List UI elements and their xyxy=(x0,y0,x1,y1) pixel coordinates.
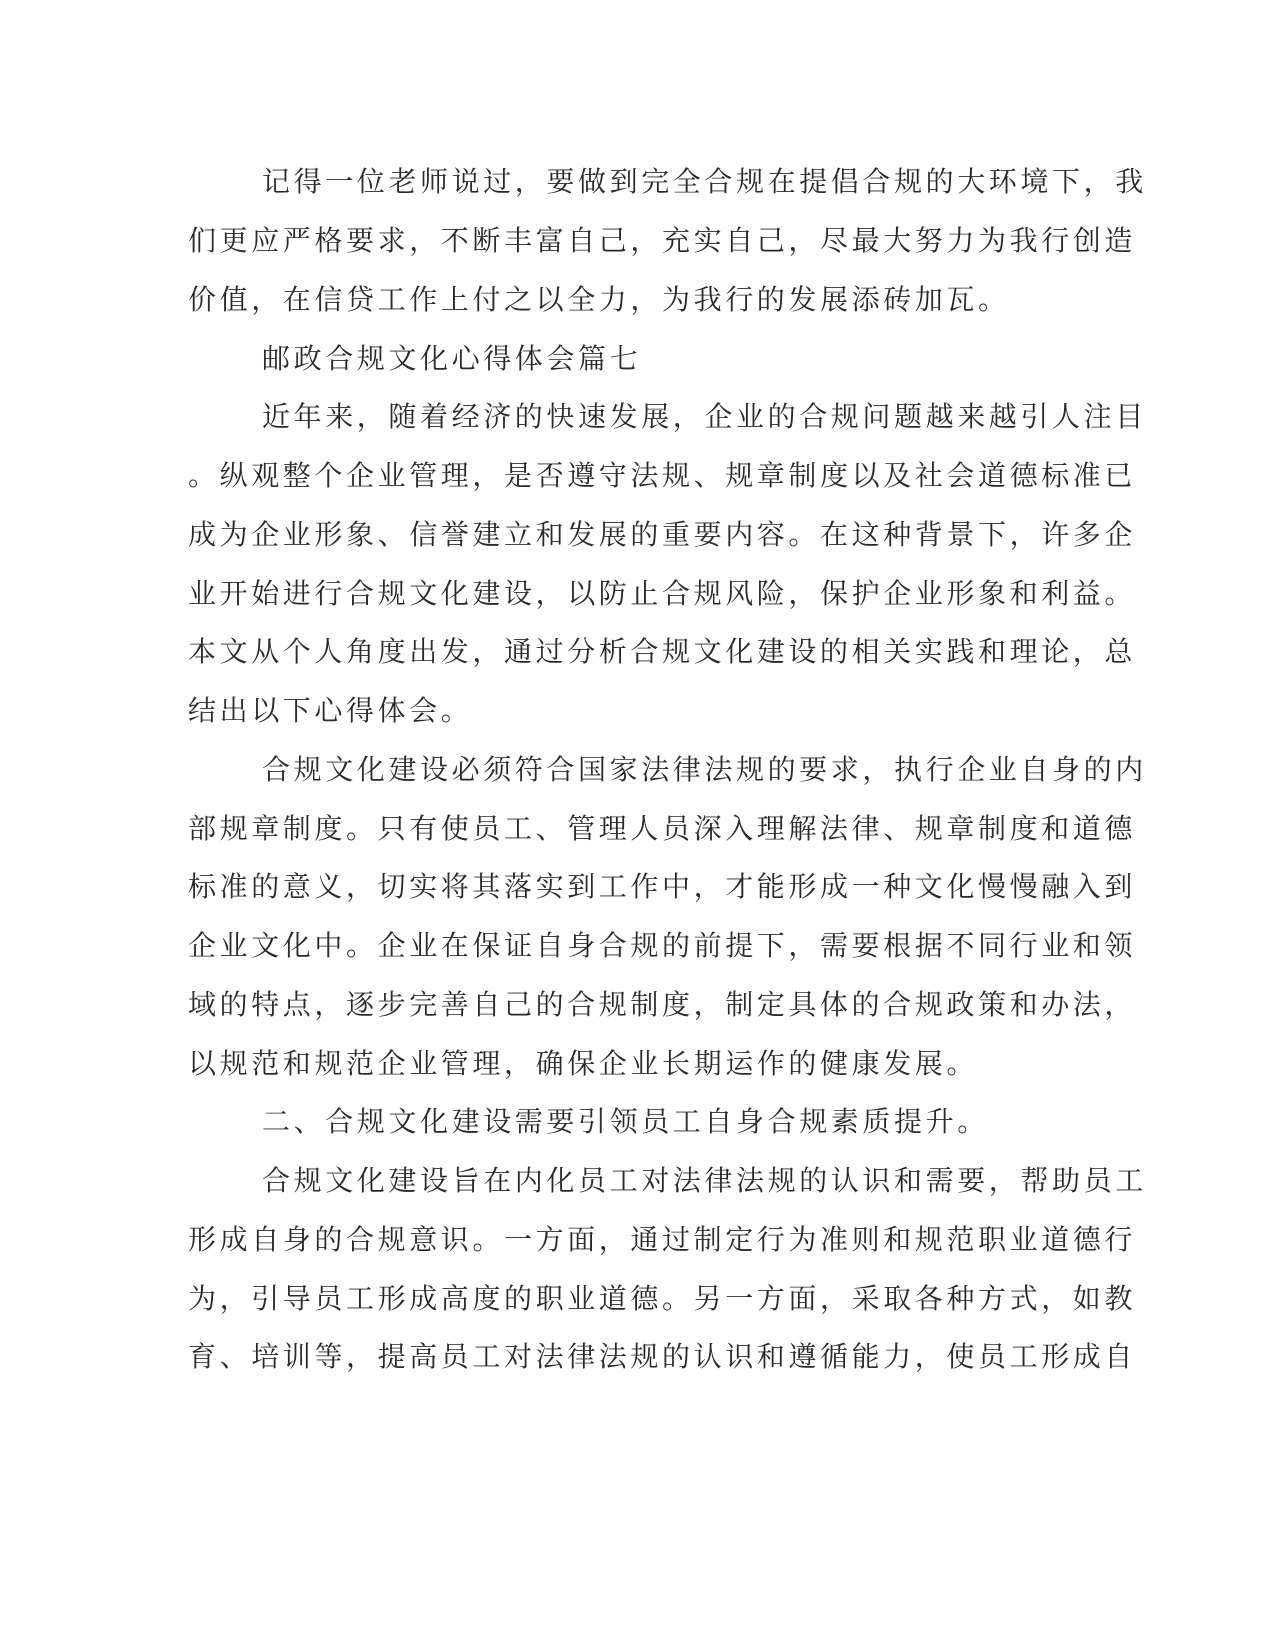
paragraph-3-line-2: 部规章制度。只有使员工、管理人员深入理解法律、规章制度和道德 xyxy=(188,812,1137,845)
paragraph-1-line-1: 记得一位老师说过，要做到完全合规在提倡合规的大环境下，我 xyxy=(262,165,1147,198)
paragraph-2-line-3: 成为企业形象、信誉建立和发展的重要内容。在这种背景下，许多企 xyxy=(188,518,1137,551)
paragraph-3-line-4: 企业文化中。企业在保证自身合规的前提下，需要根据不同行业和领 xyxy=(188,929,1137,962)
paragraph-4-line-1: 合规文化建设旨在内化员工对法律法规的认识和需要，帮助员工 xyxy=(262,1164,1147,1197)
paragraph-2-line-2: 。纵观整个企业管理，是否遵守法规、规章制度以及社会道德标准已 xyxy=(188,459,1137,492)
paragraph-3-line-1: 合规文化建设必须符合国家法律法规的要求，执行企业自身的内 xyxy=(262,753,1147,786)
paragraph-4-line-3: 为，引导员工形成高度的职业道德。另一方面，采取各种方式，如教 xyxy=(188,1282,1137,1315)
paragraph-2-line-1: 近年来，随着经济的快速发展，企业的合规问题越来越引人注目 xyxy=(262,400,1147,433)
paragraph-2-line-4: 业开始进行合规文化建设，以防止合规风险，保护企业形象和利益。 xyxy=(188,577,1137,610)
paragraph-3-line-3: 标准的意义，切实将其落实到工作中，才能形成一种文化慢慢融入到 xyxy=(188,870,1137,903)
heading-2: 二、合规文化建设需要引领员工自身合规素质提升。 xyxy=(262,1105,989,1138)
paragraph-2-line-6: 结出以下心得体会。 xyxy=(188,694,473,727)
paragraph-1-line-3: 价值，在信贷工作上付之以全力，为我行的发展添砖加瓦。 xyxy=(188,283,1010,316)
paragraph-1-line-2: 们更应严格要求，不断丰富自己，充实自己，尽最大努力为我行创造 xyxy=(188,224,1137,257)
paragraph-4-line-4: 育、培训等，提高员工对法律法规的认识和遵循能力，使员工形成自 xyxy=(188,1340,1137,1373)
section-title: 邮政合规文化心得体会篇七 xyxy=(262,342,642,375)
paragraph-3-line-6: 以规范和规范企业管理，确保企业长期运作的健康发展。 xyxy=(188,1047,979,1080)
paragraph-4-line-2: 形成自身的合规意识。一方面，通过制定行为准则和规范职业道德行 xyxy=(188,1223,1137,1256)
paragraph-3-line-5: 域的特点，逐步完善自己的合规制度，制定具体的合规政策和办法， xyxy=(188,988,1137,1021)
paragraph-2-line-5: 本文从个人角度出发，通过分析合规文化建设的相关实践和理论，总 xyxy=(188,635,1137,668)
